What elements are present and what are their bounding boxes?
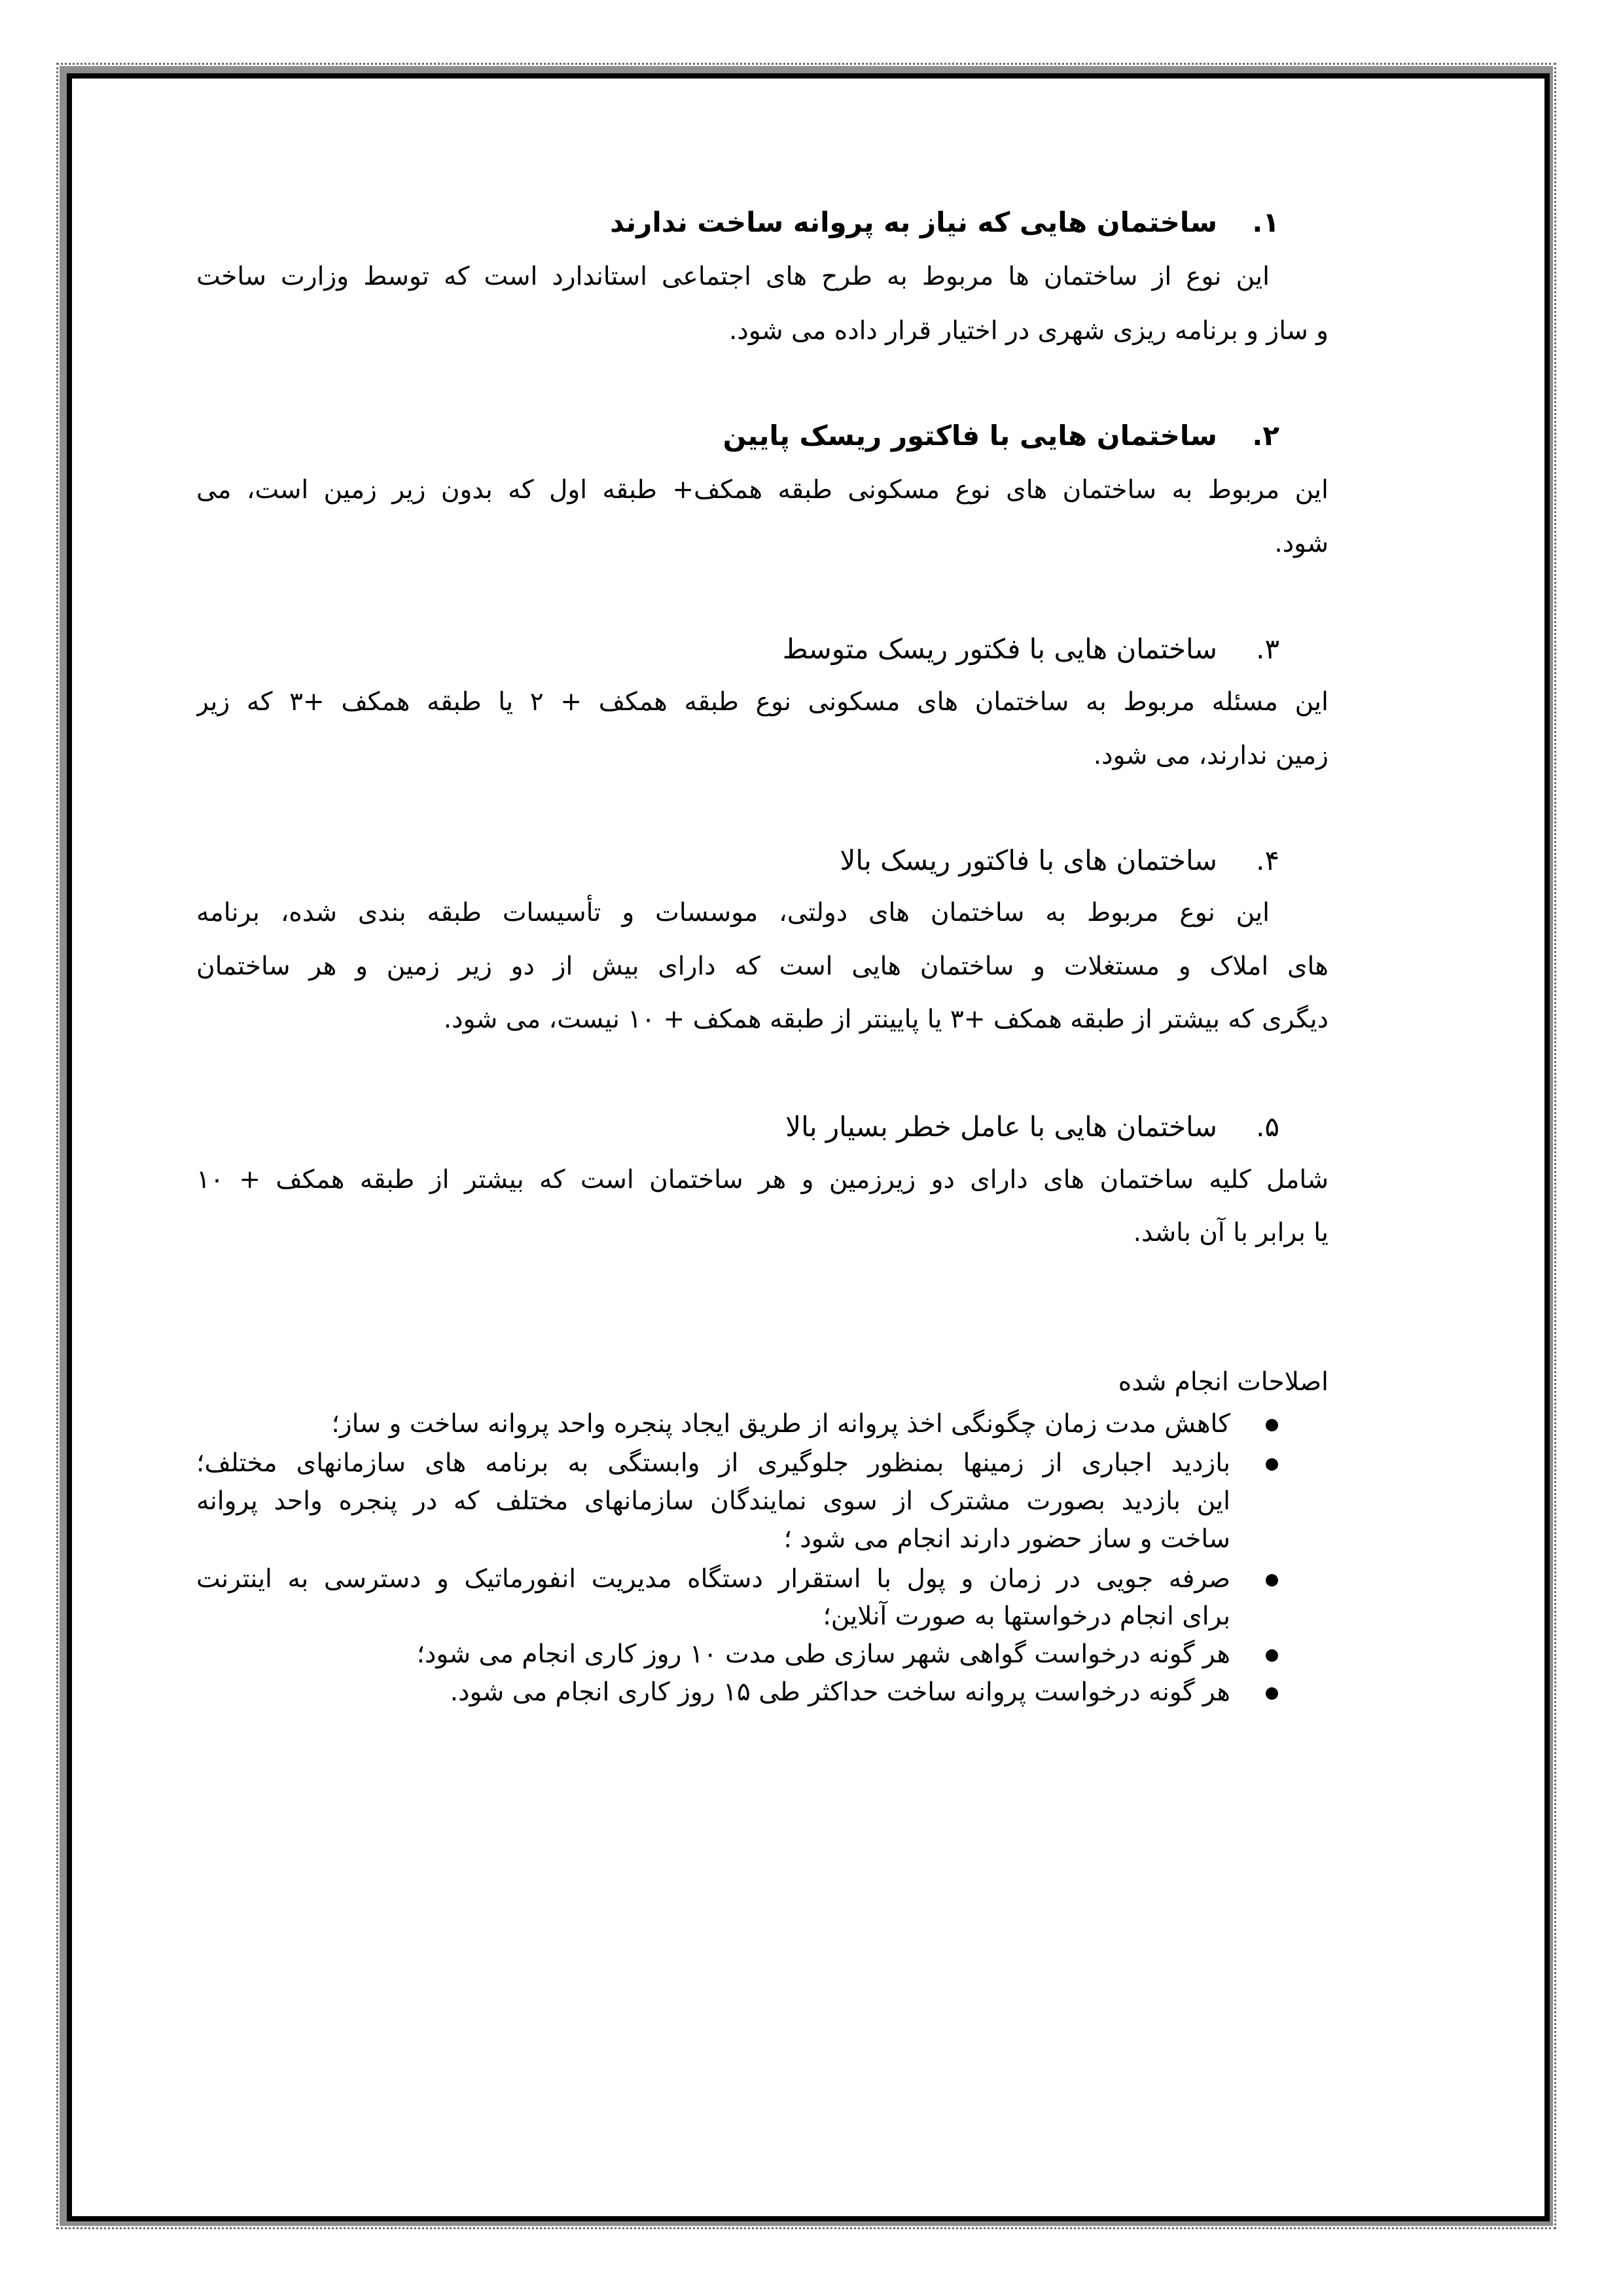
- list-item-line: هر گونه درخواست گواهی شهر سازی طی مدت ۱۰ روز کاری انجام می شود؛: [416, 1640, 1230, 1669]
- bullet-icon: [1266, 1458, 1278, 1471]
- section-title: ساختمان هایی با عامل خطر بسیار بالا: [785, 1111, 1217, 1143]
- section-title: ساختمان هایی که نیاز به پروانه ساخت ندارند: [610, 206, 1217, 238]
- section-heading: [783, 630, 1279, 669]
- section-heading: [840, 841, 1279, 880]
- paragraph-line: و ساز و برنامه ریزی شهری در اختیار قرار داده می شود.: [729, 316, 1329, 346]
- paragraph-line: یا برابر با آن باشد.: [1133, 1218, 1329, 1247]
- section-number: ۲.: [1252, 420, 1279, 452]
- paragraph-line: دیگری که بیشتر از طبقه همکف +۳ یا پایینتر از طبقه همکف + ۱۰ نیست، می شود.: [443, 1005, 1329, 1034]
- bullet-icon: [1266, 1574, 1278, 1587]
- list-item-line: ساخت و ساز حضور دارند انجام می شود ؛: [783, 1524, 1230, 1554]
- section-heading: [610, 203, 1279, 242]
- list-item-line: کاهش مدت زمان چگونگی اخذ پروانه از طریق ایجاد پنجره واحد پروانه ساخت و ساز؛: [331, 1409, 1230, 1439]
- paragraph-line: این مسئله مربوط به ساختمان های مسکونی نوع طبقه همکف + ۲ یا طبقه همکف +۳ که زیر: [196, 687, 1329, 717]
- section-number: ۱.: [1252, 206, 1279, 238]
- paragraph-line: شود.: [1274, 529, 1329, 558]
- list-item-line: این بازدید بصورت مشترک از سوی نمایندگان سازمانهای مختلف که در پنجره واحد پروانه: [196, 1486, 1230, 1516]
- paragraph-line: این نوع از ساختمان ها مربوط به طرح های اجتماعی استاندارد است که توسط وزارت ساخت: [196, 262, 1270, 291]
- section-heading: [785, 1107, 1279, 1147]
- list-item-line: بازدید اجباری از زمینها بمنظور جلوگیری از وابستگی به برنامه های سازمانهای مختلف؛: [196, 1448, 1230, 1478]
- list-item-line: هر گونه درخواست پروانه ساخت حداکثر طی ۱۵ روز کاری انجام می شود.: [450, 1677, 1230, 1707]
- section-title: ساختمان هایی با فاکتور ریسک پایین: [722, 420, 1217, 452]
- section-number: ۴.: [1256, 844, 1279, 876]
- paragraph-line: های املاک و مستغلات و ساختمان هایی است که دارای بیش از دو زیر زمین و هر ساختمان: [196, 952, 1329, 981]
- paragraph-line: شامل کلیه ساختمان های دارای دو زیرزمین و هر ساختمان است که بیشتر از طبقه همکف + ۱۰: [196, 1165, 1329, 1194]
- section-title: ساختمان های با فاکتور ریسک بالا: [840, 844, 1217, 876]
- section-number: ۳.: [1256, 633, 1279, 665]
- paragraph-line: این مربوط به ساختمان های نوع مسکونی طبقه همکف+ طبقه اول که بدون زیر زمین است، می: [196, 475, 1329, 505]
- bullet-icon: [1266, 1687, 1278, 1700]
- paragraph-line: این نوع مربوط به ساختمان های دولتی، موسسات و تأسیسات طبقه بندی شده، برنامه: [196, 898, 1270, 927]
- reforms-heading: اصلاحات انجام شده: [1118, 1367, 1329, 1397]
- section-title: ساختمان هایی با فکتور ریسک متوسط: [782, 633, 1217, 665]
- list-item-line: صرفه جویی در زمان و پول با استقرار دستگاه مدیریت انفورماتیک و دسترسی به اینترنت: [196, 1564, 1230, 1594]
- bullet-icon: [1266, 1649, 1278, 1662]
- page-frame-border: [67, 73, 1550, 2221]
- bullet-icon: [1266, 1419, 1278, 1431]
- paragraph-line: زمین ندارند، می شود.: [1093, 741, 1329, 770]
- section-number: ۵.: [1256, 1111, 1279, 1143]
- list-item-line: برای انجام درخواستها به صورت آنلاین؛: [823, 1602, 1230, 1631]
- section-heading: [723, 416, 1279, 456]
